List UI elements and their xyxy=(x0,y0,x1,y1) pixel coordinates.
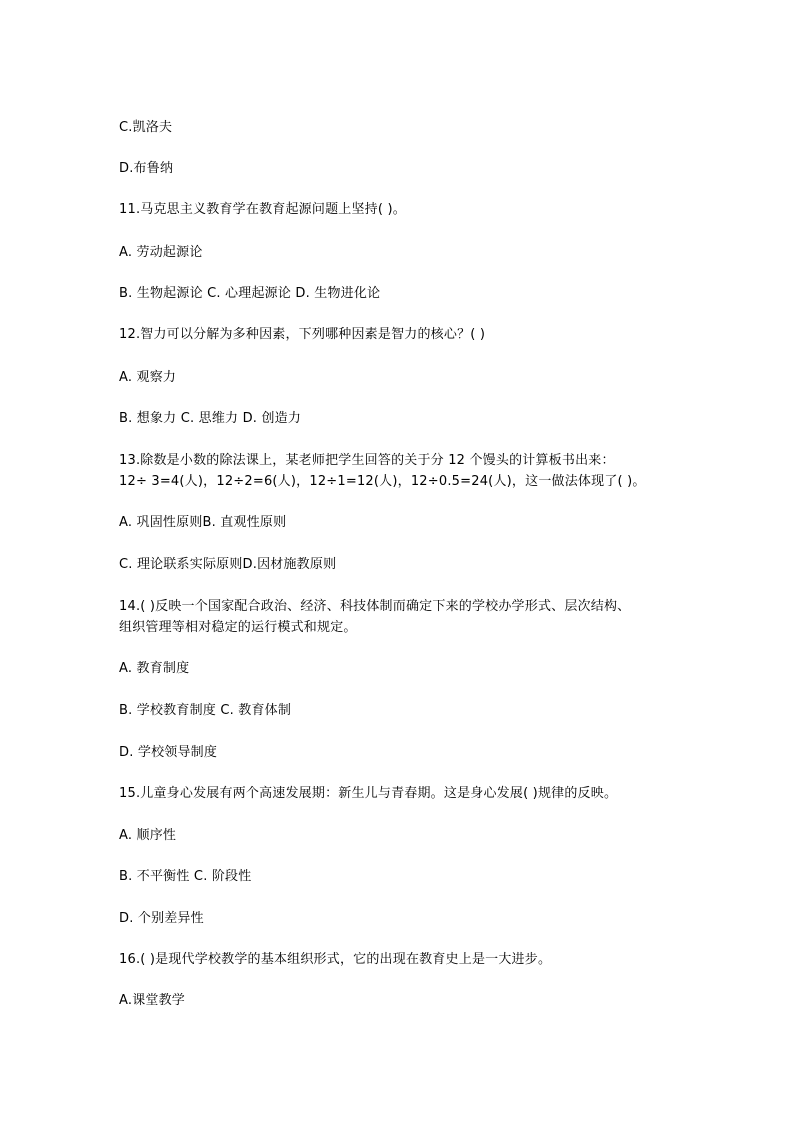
question-16-option-a: A.课堂教学 xyxy=(119,993,185,1008)
question-16: 16.( )是现代学校教学的基本组织形式，它的出现在教育史上是一大进步。 xyxy=(119,952,552,967)
question-11: 11.马克思主义教育学在教育起源问题上坚持( )。 xyxy=(119,202,406,217)
option-c-kailuofu: C.凯洛夫 xyxy=(119,120,173,135)
question-12-option-a: A. 观察力 xyxy=(119,370,177,385)
question-13-options-ab: A. 巩固性原则B. 直观性原则 xyxy=(119,515,287,530)
question-12: 12.智力可以分解为多种因素，下列哪种因素是智力的核心？( ) xyxy=(119,327,486,342)
question-15-option-d: D. 个别差异性 xyxy=(119,911,204,926)
question-13-line-1: 13.除数是小数的除法课上，某老师把学生回答的关于分 12 个馒头的计算板书出来： xyxy=(119,453,615,468)
question-13-options-cd: C. 理论联系实际原则D.因材施教原则 xyxy=(119,557,337,572)
question-14-options-bc: B. 学校教育制度 C. 教育体制 xyxy=(119,703,292,718)
question-15: 15.儿童身心发展有两个高速发展期：新生儿与青春期。这是身心发展( )规律的反映。 xyxy=(119,786,618,801)
question-14-option-d: D. 学校领导制度 xyxy=(119,745,218,760)
question-13-line-2: 12÷ 3=4(人)，12÷2=6(人)，12÷1=12(人)，12÷0.5=24(人)，这一做法体现了( )。 xyxy=(119,474,646,489)
question-12-options-bcd: B. 想象力 C. 思维力 D. 创造力 xyxy=(119,411,302,426)
question-11-option-a: A. 劳动起源论 xyxy=(119,245,203,260)
question-14-line-1: 14.( )反映一个国家配合政治、经济、科技体制而确定下来的学校办学形式、层次结构、 xyxy=(119,599,631,614)
question-14-line-2: 组织管理等相对稳定的运行模式和规定。 xyxy=(119,620,357,635)
question-15-option-a: A. 顺序性 xyxy=(119,828,177,843)
question-11-options-bcd: B. 生物起源论 C. 心理起源论 D. 生物进化论 xyxy=(119,286,381,301)
question-14-option-a: A. 教育制度 xyxy=(119,661,190,676)
question-15-options-bc: B. 不平衡性 C. 阶段性 xyxy=(119,869,252,884)
option-d-bruner: D.布鲁纳 xyxy=(119,161,174,176)
